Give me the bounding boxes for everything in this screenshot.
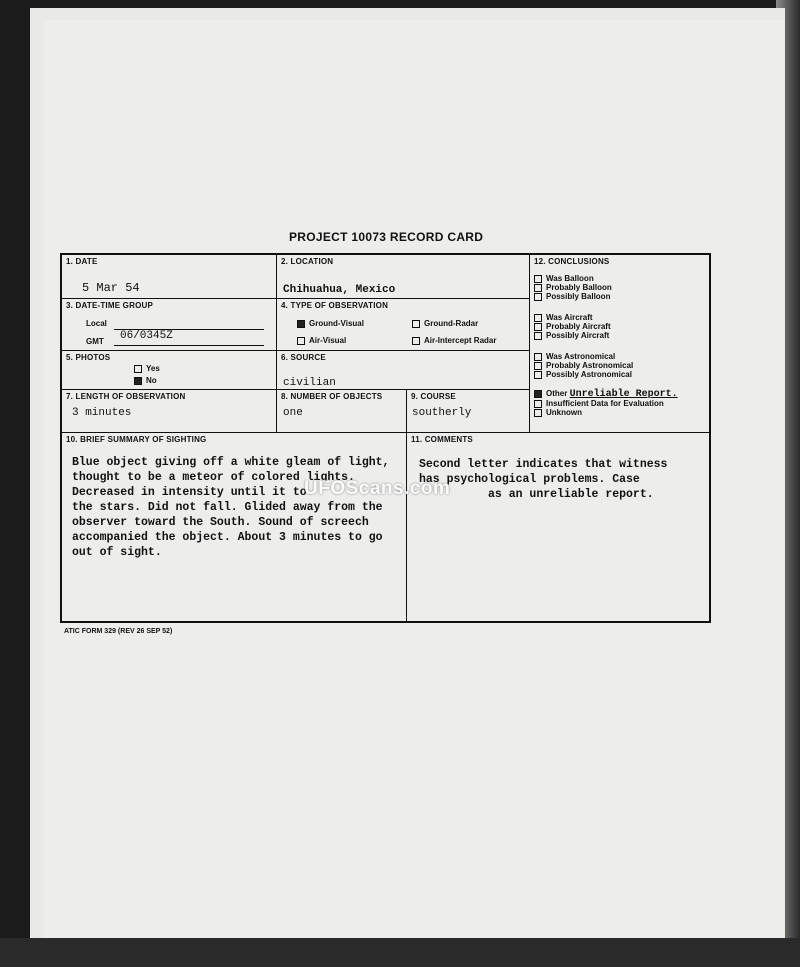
checkbox-icon bbox=[297, 337, 305, 345]
air-intercept-radar-option: Air-Intercept Radar bbox=[412, 336, 496, 345]
photos-yes-option: Yes bbox=[134, 364, 160, 373]
comments-cell bbox=[407, 433, 709, 621]
conclusion-item: Was Balloon bbox=[534, 274, 612, 283]
conclusion-item: Probably Aircraft bbox=[534, 322, 611, 331]
photos-no-option: No bbox=[134, 376, 157, 385]
conclusion-other: Other Unreliable Report. bbox=[534, 389, 678, 399]
type-observation-header: 4. TYPE OF OBSERVATION bbox=[281, 301, 389, 310]
other-value: Unreliable Report. bbox=[569, 389, 678, 400]
checkbox-icon bbox=[534, 362, 542, 370]
location-value: Chihuahua, Mexico bbox=[283, 284, 396, 296]
gmt-label: GMT bbox=[86, 337, 104, 346]
checkbox-icon bbox=[412, 337, 420, 345]
checkbox-icon bbox=[412, 320, 420, 328]
ground-radar-option: Ground-Radar bbox=[412, 319, 478, 328]
conclusion-item: Was Astronomical bbox=[534, 352, 633, 361]
conclusion-item: Probably Balloon bbox=[534, 283, 612, 292]
checkbox-icon bbox=[534, 409, 542, 417]
length-header: 7. LENGTH OF OBSERVATION bbox=[66, 392, 186, 401]
checked-box-icon bbox=[534, 390, 542, 398]
checkbox-icon bbox=[534, 353, 542, 361]
conclusion-item: Possibly Astronomical bbox=[534, 370, 633, 379]
balloon-options bbox=[534, 274, 612, 301]
dtg-cell bbox=[62, 299, 277, 351]
form-id: ATIC FORM 329 (REV 26 SEP 52) bbox=[64, 628, 173, 635]
astronomical-options bbox=[534, 352, 633, 379]
checkbox-icon bbox=[534, 323, 542, 331]
conclusions-cell bbox=[530, 255, 709, 433]
course-cell bbox=[407, 390, 530, 433]
checkbox-icon bbox=[534, 400, 542, 408]
photos-header: 5. PHOTOS bbox=[66, 353, 111, 362]
local-label: Local bbox=[86, 319, 107, 328]
checkbox-icon bbox=[534, 275, 542, 283]
aircraft-options bbox=[534, 313, 611, 340]
dtg-header: 3. DATE-TIME GROUP bbox=[66, 301, 154, 310]
checked-box-icon bbox=[297, 320, 305, 328]
date-value: 5 Mar 54 bbox=[82, 281, 140, 295]
type-observation-cell bbox=[277, 299, 530, 351]
photos-cell bbox=[62, 351, 277, 390]
number-objects-cell bbox=[277, 390, 407, 433]
record-card bbox=[60, 253, 711, 623]
length-cell bbox=[62, 390, 277, 433]
course-header: 9. COURSE bbox=[411, 392, 456, 401]
watermark: UFOScans.com bbox=[304, 478, 451, 499]
gmt-value: 06/0345Z bbox=[120, 330, 173, 342]
checkbox-icon bbox=[534, 284, 542, 292]
conclusions-header: 12. CONCLUSIONS bbox=[534, 257, 610, 266]
source-value: civilian bbox=[283, 377, 336, 389]
length-value: 3 minutes bbox=[72, 407, 132, 419]
checkbox-icon bbox=[134, 365, 142, 373]
source-header: 6. SOURCE bbox=[281, 353, 326, 362]
summary-header: 10. BRIEF SUMMARY OF SIGHTING bbox=[66, 435, 207, 444]
conclusion-item: Insufficient Data for Evaluation bbox=[534, 399, 678, 408]
comments-text: Second letter indicates that witness has psychological problems. Case as an unreliable report. bbox=[419, 458, 668, 501]
summary-text: Blue object giving off a white gleam of light, thought to be a meteor of colored lights. Decreased in intensity until it to the stars. Did not fall. Glided away from the observer toward the South. Sound of screech accompanied the object. About 3 minutes to go out of sight. bbox=[72, 456, 390, 559]
conclusion-item: Unknown bbox=[534, 408, 678, 417]
summary-cell bbox=[62, 433, 407, 621]
gmt-line bbox=[114, 345, 264, 346]
scan-shadow bbox=[0, 938, 800, 967]
comments-header: 11. COMMENTS bbox=[411, 435, 473, 444]
checkbox-icon bbox=[534, 314, 542, 322]
checkbox-icon bbox=[534, 293, 542, 301]
other-options bbox=[534, 389, 678, 417]
conclusion-item: Possibly Aircraft bbox=[534, 331, 611, 340]
conclusion-item: Probably Astronomical bbox=[534, 361, 633, 370]
source-cell bbox=[277, 351, 530, 390]
checkbox-icon bbox=[534, 371, 542, 379]
checked-box-icon bbox=[134, 377, 142, 385]
conclusion-item: Possibly Balloon bbox=[534, 292, 612, 301]
card-title: PROJECT 10073 RECORD CARD bbox=[289, 230, 484, 244]
ground-visual-option: Ground-Visual bbox=[297, 319, 364, 328]
air-visual-option: Air-Visual bbox=[297, 336, 346, 345]
location-header: 2. LOCATION bbox=[281, 257, 334, 266]
course-value: southerly bbox=[412, 407, 472, 419]
number-objects-header: 8. NUMBER OF OBJECTS bbox=[281, 392, 383, 401]
location-cell bbox=[277, 255, 530, 299]
date-cell bbox=[62, 255, 277, 299]
number-objects-value: one bbox=[283, 407, 303, 419]
conclusion-item: Was Aircraft bbox=[534, 313, 611, 322]
date-header: 1. DATE bbox=[66, 257, 98, 266]
checkbox-icon bbox=[534, 332, 542, 340]
